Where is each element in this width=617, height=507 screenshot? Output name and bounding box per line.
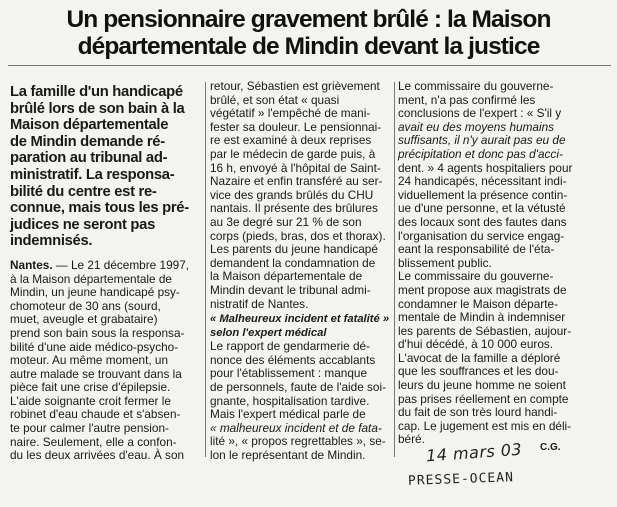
column-3 [398, 80, 610, 447]
body-line: béré. [398, 432, 425, 447]
body-line: eant la responsabilité de l'éta- [398, 242, 555, 257]
body-line: pour l'établissement : manque [210, 366, 368, 381]
body-line: avait eu des moyens humains [398, 119, 555, 134]
column-rule [394, 82, 395, 457]
body-line: Le commissaire du gouverne- [398, 79, 554, 93]
body-line: 16 h, envoyé à l'hôpital de Saint- [210, 160, 381, 175]
lead-paragraph [10, 84, 202, 250]
handwritten-date: 14 mars 03 [425, 439, 523, 466]
body-line: pas prises réellement en compte [398, 391, 569, 406]
body-line: moteur. Au même moment, un [10, 353, 169, 368]
body-line: retour, Sébastien est grièvement [210, 79, 380, 93]
body-line: 24 handicapés, nécessitant indi- [398, 174, 567, 189]
body-line: pièce fait une crise d'épilepsie. [10, 380, 171, 395]
body-line: végétatif » l'empêché de mani- [210, 106, 371, 121]
body-line: ment, n'a pas confirmé les [398, 92, 536, 107]
headline-line: départementale de Mindin devant la justice [77, 33, 540, 60]
body-line: l'organisation du service engag- [398, 228, 565, 243]
body-line [10, 259, 202, 273]
body-line: re est examiné à deux reprises [210, 133, 372, 148]
body-line: muet, aveugle et grabataire) [10, 312, 158, 327]
body-line: suffisants, il n'y aurait pas eu de [398, 133, 566, 148]
body-line: bilité d'une aide médico-psycho- [10, 339, 179, 354]
body-line: L'aide soignante croit fermer le [10, 393, 171, 408]
headline-rule [8, 65, 611, 66]
body-line: nonce des éléments accablants [210, 352, 376, 367]
column-2 [210, 80, 393, 463]
body-line: du fait de son très lourd handi- [398, 405, 558, 420]
body-line: Le rapport de gendarmerie dé- [210, 339, 371, 354]
body-line: blissement public. [398, 255, 492, 270]
body-line: cap. Le jugement est mis en déli- [398, 418, 572, 433]
body-line: conclusions de l'expert : « S'il y [398, 106, 562, 121]
body-line: « malheureux incident et de fata- [210, 420, 382, 435]
lead-line: ministratif. La responsa- [10, 166, 175, 183]
lead-line: de Mindin demande ré- [10, 133, 165, 150]
body-line: Les parents du jeune handicapé [210, 242, 378, 257]
body-line: demandent la condamnation de [210, 255, 376, 270]
body-line: d'hui décédé, à 10 000 euros. [398, 337, 554, 352]
body-line: les parents de Sébastien, aujour- [398, 323, 572, 338]
body-line: vice des grands brûlés du CHU [210, 187, 374, 202]
body-line: gnante, hospitalisation tardive. [210, 393, 370, 408]
body-line: Mindin, un jeune handicapé psy- [10, 285, 180, 300]
headline [6, 6, 611, 60]
lead-line: La famille d'un handicapé [10, 84, 183, 100]
intertitle-line: « Malheureux incident et fatalité » [210, 313, 390, 326]
headline-line: Un pensionnaire gravement brûlé : la Maison [66, 6, 551, 33]
lead-line: connue, mais tous les pré- [10, 200, 189, 217]
body-line: que les souffrances et les dou- [398, 364, 559, 379]
lead-line: indemnisés. [10, 233, 93, 250]
body-line: Mais l'expert médical parle de [210, 407, 366, 422]
body-paragraph [398, 80, 610, 447]
dateline: Nantes. [10, 257, 53, 272]
body-line: à la Maison départementale de [10, 271, 172, 286]
body-line: corps (pieds, bras, dos et thorax). [210, 228, 386, 243]
body-line: nantais. Il présente des brûlures [210, 201, 378, 216]
lead-line: bilité du centre est re- [10, 183, 157, 200]
body-line: ment propose aux magistrats de [398, 282, 567, 297]
body-line: autre malade se trouvant dans la [10, 366, 182, 381]
body-text: — Le 21 décembre 1997, [52, 257, 190, 272]
author-credit: C.G. [540, 442, 561, 453]
body-line: précipitation et donc pas d'acci- [398, 146, 563, 161]
body-line: de personnels, faute de l'aide soi- [210, 380, 387, 395]
column-1 [10, 84, 202, 463]
handwritten-source: PRESSE-OCEAN [407, 470, 515, 489]
body-line: nistratif de Nantes. [210, 296, 309, 311]
body-line: mentale de Mindin à indemniser [398, 310, 566, 325]
body-line: la Maison départementale de [210, 269, 363, 284]
body-line: chomoteur de 30 ans (sourd, [10, 298, 161, 313]
body-paragraph [210, 80, 393, 311]
body-line: leurs du jeune homme ne soient [398, 378, 566, 393]
body-line: dent. » 4 agents hospitaliers pour [398, 160, 573, 175]
body-line: robinet d'eau chaude et s'absen- [10, 407, 181, 422]
column-rule [205, 82, 206, 457]
body-line: brûlé, et son état « quasi [210, 92, 340, 107]
body-line: prend son bain sous la responsa- [10, 325, 185, 340]
intertitle [210, 313, 393, 340]
body-line: Le commissaire du gouverne- [398, 269, 554, 284]
body-line: Nazaire et enfin transféré au ser- [210, 174, 383, 189]
body-line: te pour calmer l'autre pension- [10, 421, 169, 436]
body-line: au 3e degré sur 21 % de son [210, 214, 362, 229]
body-paragraph [210, 340, 393, 462]
body-line: condamner le Maison départe- [398, 296, 559, 311]
body-line: lon le représentant de Mindin. [210, 448, 366, 463]
body-line: naire. Seulement, elle a confon- [10, 434, 177, 449]
lead-line: paration au tribunal ad- [10, 150, 168, 167]
body-line: L'avocat de la famille a déploré [398, 350, 561, 365]
lead-line: Maison départementale [10, 117, 169, 134]
body-line: lité », « propos regrettables », se- [210, 434, 386, 449]
body-line: viduellement la présence contin- [398, 187, 568, 202]
lead-line: brûlé lors de son bain à la [10, 100, 185, 117]
body-line: ue d'une personne, et la vétusté [398, 201, 566, 216]
body-paragraph [10, 259, 202, 463]
body-line: fester sa douleur. Le pensionnai- [210, 119, 382, 134]
body-line: du les deux arrivées d'eau. À son [10, 448, 185, 463]
body-line: des locaux sont des fautes dans [398, 214, 567, 229]
body-line: Mindin devant le tribunal admi- [210, 282, 371, 297]
lead-line: judices ne seront pas [10, 216, 156, 233]
body-line: par le médecin de garde puis, à [210, 146, 376, 161]
intertitle-line: selon l'expert médical [210, 326, 327, 339]
